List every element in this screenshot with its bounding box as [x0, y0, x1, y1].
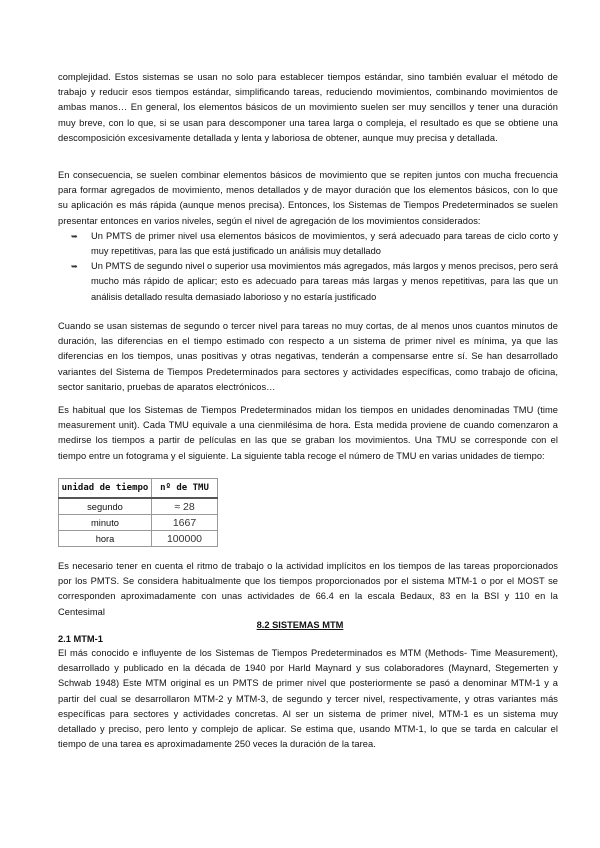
column-header: nº de TMU	[152, 479, 218, 499]
arrow-bullet-icon: ➥	[71, 231, 78, 241]
paragraph-niveles	[58, 319, 558, 395]
paragraph-complejidad	[58, 70, 558, 146]
table-row	[59, 531, 218, 547]
table-cell: minuto	[59, 515, 152, 531]
table-header-row	[59, 479, 218, 499]
list-item-text: Un PMTS de segundo nivel o superior usa movimientos más agregados, más largos y menos precisos, pero será mucho más rápido de aplicar; esto es adecuado para tareas más largas y menos repetitivas, para las que un análisis detallado resulta demasiado laborioso y no estaría justificado	[91, 261, 558, 302]
table-row	[59, 498, 218, 515]
column-header: unidad de tiempo	[59, 479, 152, 499]
paragraph-text: complejidad. Estos sistemas se usan no solo para establecer tiempos estándar, sino también evaluar el método de trabajo y reducir esos tiempos estándar, simplificando tareas, reduciendo movimientos, combinando movimientos de ambas manos… En general, los elementos básicos de un movimiento suelen ser muy sencillos y tener una duración muy breve, con lo que, si se usan para descomponer una tarea larga o compleja, el resultado es que se obtiene una descomposición excesivamente detallada y lenta y laboriosa de obtener, aunque muy precisa y detallada.	[58, 72, 558, 143]
list-item	[71, 229, 558, 259]
paragraph-text: Es habitual que los Sistemas de Tiempos Predeterminados midan los tiempos en unidades denominadas TMU (time measurement unit). Cada TMU equivale a una cienmilésima de hora. Esta medida proviene de cuando comenzaron a medirse los tiempos a partir de películas en las que se graban los movimientos. Una TMU se corresponde con el tiempo entre un fotograma y el siguiente. La siguiente tabla recoge el número de TMU en varias unidades de tiempo:	[58, 405, 558, 461]
paragraph-mtm1	[58, 646, 558, 752]
paragraph-text: Es necesario tener en cuenta el ritmo de trabajo o la actividad implícitos en los tiempos de las tareas proporcionados por los PMTS. Se considera habitualmente que los tiempos proporcionados por el sistema MTM-1 o por el MOST se corresponden aproximadamente con unas actividades de 66.4 en la escala Bedaux, 83 en la BSI y 110 en la Centesimal	[58, 561, 558, 617]
table-cell: ≈ 28	[152, 498, 218, 515]
table-row	[59, 515, 218, 531]
paragraph-text: En consecuencia, se suelen combinar elementos básicos de movimiento que se repiten juntos con mucha frecuencia para formar agregados de movimiento, menos detallados y de mayor duración que los elementos básicos, con lo que su aplicación es más rápida (aunque menos precisa). Entonces, los Sistemas de Tiempos Predeterminados se suelen presentar entonces en varios niveles, según el nivel de agregación de los movimientos considerados:	[58, 170, 558, 226]
paragraph-tmu	[58, 403, 558, 464]
table-cell: 100000	[152, 531, 218, 547]
subsection-heading: 2.1 MTM-1	[58, 634, 103, 644]
list-item	[71, 259, 558, 305]
list-item-text: Un PMTS de primer nivel usa elementos básicos de movimientos, y será adecuado para tareas de ciclo corto y muy repetitivas, para las que está justificado un análisis muy detallado	[91, 230, 558, 257]
pmts-level-list	[58, 229, 558, 305]
paragraph-text: El más conocido e influyente de los Sistemas de Tiempos Predeterminados es MTM (Methods- Time Measurement), desarrollado y publicado en la década de 1940 por Harld Maynard y sus colaboradores (Maynard, Stegemerten y Schwab 1948) Este MTM original es un PMTS de primer nivel que posteriormente se pasó a denominar MTM-1 y a partir del cual se desarrollaron MTM-2 y MTM-3, de segundo y tercer nivel, respectivamente, y otras variantes más específicas para sectores y actividades concretas. Al ser un sistema de primer nivel, MTM-1 es un sistema muy detallado y preciso, pero lento y complejo de aplicar. Se estima que, usando MTM-1, lo que se tarda en calcular el tiempo de una tarea es aproximadamente 250 veces la duración de la tarea.	[58, 648, 558, 750]
table-cell: segundo	[59, 498, 152, 515]
arrow-bullet-icon: ➥	[71, 262, 78, 272]
table-cell: hora	[59, 531, 152, 547]
paragraph-text: Cuando se usan sistemas de segundo o tercer nivel para tareas no muy cortas, de al menos unos cuantos minutos de duración, las diferencias en el tiempo estimado con respecto a un sistema de primer nivel es mínima, ya que las diferencias en los tiempos, unas positivas y otras negativas, tenderán a compensarse entre sí. Se han desarrollado variantes del Sistema de Tiempos Predeterminados para sectores y actividades específicas, como trabajo de oficina, sector sanitario, pruebas de aparatos electrónicos…	[58, 321, 558, 392]
section-heading: 8.2 SISTEMAS MTM	[256, 620, 344, 630]
table-cell: 1667	[152, 515, 218, 531]
paragraph-ritmo	[58, 559, 558, 620]
paragraph-consecuencia	[58, 168, 558, 305]
tmu-table	[58, 478, 218, 547]
